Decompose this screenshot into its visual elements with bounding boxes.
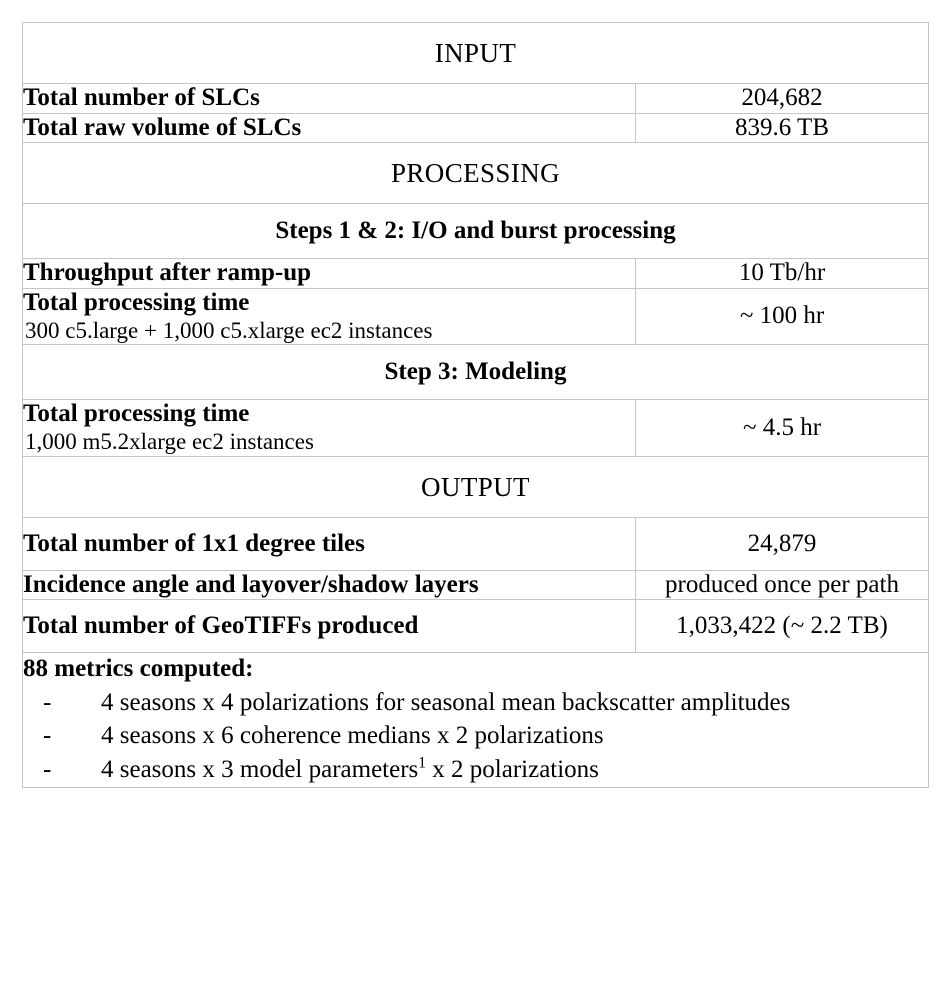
table-row bbox=[23, 259, 929, 289]
row-label-processing-time-step3 bbox=[23, 400, 636, 457]
table-row bbox=[23, 570, 929, 600]
table-row bbox=[23, 84, 929, 114]
bullet-dash-icon: - bbox=[43, 755, 52, 783]
list-item bbox=[23, 687, 928, 720]
section-band-input: INPUT bbox=[23, 23, 929, 84]
section-band-row-input bbox=[23, 23, 929, 84]
subheader-row-step-3 bbox=[23, 345, 929, 400]
row-label-note: 300 c5.large + 1,000 c5.xlarge ec2 instances bbox=[25, 317, 433, 343]
row-value-throughput: 10 Tb/hr bbox=[636, 259, 929, 289]
list-item-text: 4 seasons x 3 model parameters bbox=[101, 755, 419, 783]
row-value-processing-time-step3: ~ 4.5 hr bbox=[636, 400, 929, 457]
list-item-text: 4 seasons x 4 polarizations for seasonal mean backscatter amplitudes bbox=[101, 688, 791, 716]
processing-summary-table bbox=[22, 22, 929, 788]
row-value-total-raw-volume: 839.6 TB bbox=[636, 113, 929, 143]
row-value-processing-time-step12: ~ 100 hr bbox=[636, 288, 929, 345]
list-item bbox=[23, 720, 928, 753]
row-label-total-raw-volume: Total raw volume of SLCs bbox=[23, 113, 636, 143]
table-row bbox=[23, 288, 929, 345]
list-item-text-tail: x 2 polarizations bbox=[426, 755, 599, 783]
subheader-row-steps-1-2 bbox=[23, 204, 929, 259]
row-label-throughput: Throughput after ramp-up bbox=[23, 259, 636, 289]
row-value-degree-tiles: 24,879 bbox=[636, 517, 929, 570]
metrics-list bbox=[23, 687, 928, 787]
subheader-steps-1-2: Steps 1 & 2: I/O and burst processing bbox=[23, 204, 929, 259]
row-value-geotiffs: 1,033,422 (~ 2.2 TB) bbox=[636, 600, 929, 653]
table-row bbox=[23, 517, 929, 570]
row-label-degree-tiles: Total number of 1x1 degree tiles bbox=[23, 517, 636, 570]
row-label-incidence-angle: Incidence angle and layover/shadow layers bbox=[23, 570, 636, 600]
list-item bbox=[23, 754, 928, 787]
footnote-marker: 1 bbox=[418, 754, 427, 772]
list-item-text: 4 seasons x 6 coherence medians x 2 polarizations bbox=[101, 722, 604, 750]
row-label-note: 1,000 m5.2xlarge ec2 instances bbox=[25, 429, 314, 455]
row-label-text: Total processing time bbox=[23, 400, 250, 428]
section-band-output: OUTPUT bbox=[23, 456, 929, 517]
metrics-row bbox=[23, 653, 929, 788]
bullet-dash-icon: - bbox=[43, 688, 52, 716]
row-label-processing-time-step12 bbox=[23, 288, 636, 345]
row-value-incidence-angle: produced once per path bbox=[636, 570, 929, 600]
section-band-row-output bbox=[23, 456, 929, 517]
table-row bbox=[23, 400, 929, 457]
row-label-geotiffs: Total number of GeoTIFFs produced bbox=[23, 600, 636, 653]
spec-table-container bbox=[22, 22, 928, 972]
section-band-row-processing bbox=[23, 143, 929, 204]
row-value-total-slcs: 204,682 bbox=[636, 84, 929, 114]
metrics-title: 88 metrics computed: bbox=[23, 655, 254, 683]
metrics-cell bbox=[23, 653, 929, 788]
bullet-dash-icon: - bbox=[43, 722, 52, 750]
row-label-total-slcs: Total number of SLCs bbox=[23, 84, 636, 114]
section-band-processing: PROCESSING bbox=[23, 143, 929, 204]
table-row bbox=[23, 113, 929, 143]
table-row bbox=[23, 600, 929, 653]
subheader-step-3: Step 3: Modeling bbox=[23, 345, 929, 400]
row-label-text: Total processing time bbox=[23, 288, 250, 316]
